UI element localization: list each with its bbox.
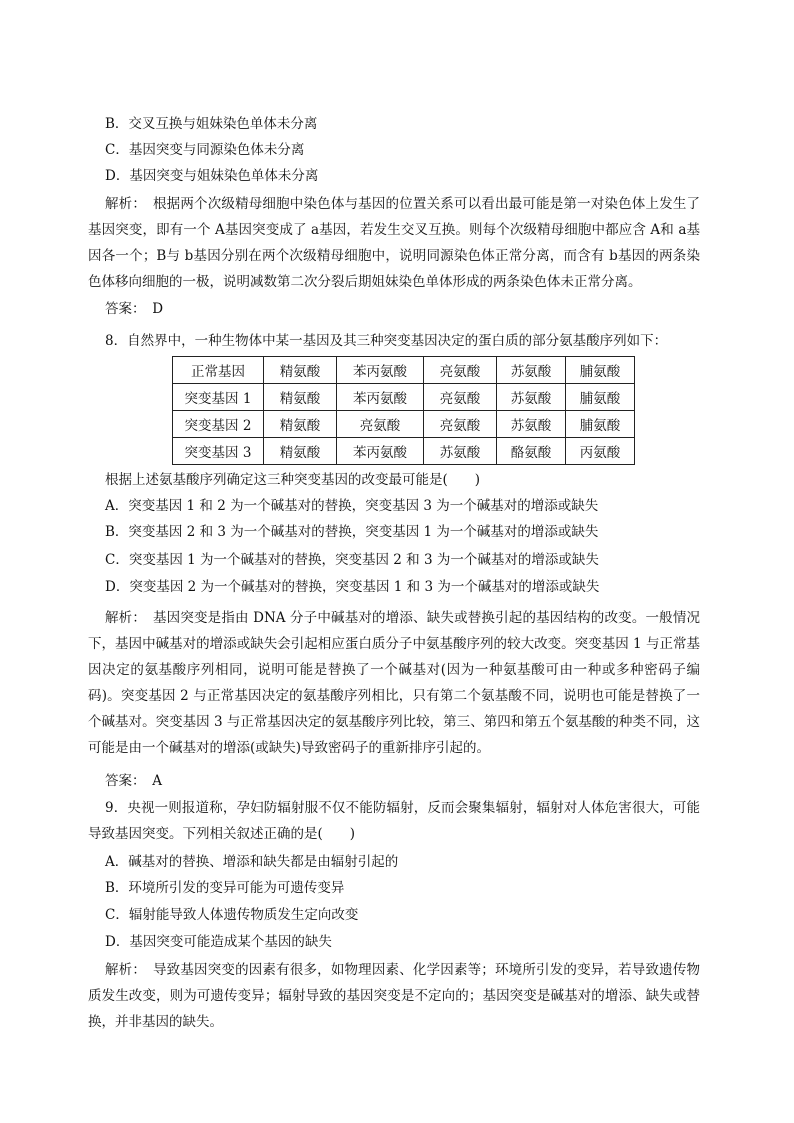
amino-acid-cell: 苏氨酸: [497, 357, 566, 384]
q9-option-b: B．环境所引发的变异可能为可遗传变异: [105, 880, 345, 896]
table-row: [173, 411, 635, 438]
q9-option-c: C．辐射能导致人体遗传物质发生定向改变: [105, 907, 359, 923]
q7-answer-value: D: [152, 301, 164, 317]
q8-question: 根据上述氨基酸序列确定这三种突变基因的改变最可能是( ): [105, 472, 481, 488]
q7-answer: [105, 300, 163, 318]
q8-analysis-text: 基因突变是指由 DNA 分子中碱基对的增添、缺失或替换引起的基因结构的改变。一般情况下，基因中碱基对的增添或缺失会引起相应蛋白质分子中氨基酸序列的较大改变。突变基因 1 与正常基因决定的氨基酸序列相同，说明可能是替换了一个碱基对(因为一种氨基酸可由一种或多种密码子编码)。突变基因 2 与正常基因决定的氨基酸序列相比，只有第二个氨基酸不同，说明也可能是替换了一个碱基对。突变基因 3 与正常基因决定的氨基酸序列比较，第三、第四和第五个氨基酸的种类不同，这可能是由一个碱基对的增添(或缺失)导致密码子的重新排序引起的。: [88, 610, 701, 756]
amino-acid-cell: 苯丙氨酸: [337, 438, 424, 465]
amino-acid-cell: 苯丙氨酸: [337, 384, 424, 411]
q9-stem: 9．央视一则报道称，孕妇防辐射服不仅不能防辐射，反而会聚集辐射，辐射对人体危害很大，可能导致基因突变。下列相关叙述正确的是( ): [88, 800, 700, 842]
q8-analysis: [88, 605, 700, 761]
q8-option-a: A．突变基因 1 和 2 为一个碱基对的替换，突变基因 3 为一个碱基对的增添或缺失: [105, 498, 599, 514]
amino-acid-cell: 脯氨酸: [566, 411, 635, 438]
gene-name-cell: 突变基因 3: [173, 438, 264, 465]
q8-analysis-label: 解析：: [105, 610, 140, 626]
amino-acid-cell: 亮氨酸: [424, 357, 497, 384]
q7-analysis-text: 根据两个次级精母细胞中染色体与基因的位置关系可以看出最可能是第一对染色体上发生了基因突变，即有一个 A基因突变成了 a基因，若发生交叉互换。则每个次级精母细胞中都应含 A和 a基因各一个；B与 b基因分别在两个次级精母细胞中，说明同源染色体正常分离，而含有 b基因的两条染色体移向细胞的一极，说明减数第二次分裂后期姐妹染色单体形成的两条染色体未正常分离。: [88, 196, 701, 290]
q8-stem: 8．自然界中，一种生物体中某一基因及其三种突变基因决定的蛋白质的部分氨基酸序列如下：: [105, 333, 668, 349]
q9-analysis-text: 导致基因突变的因素有很多，如物理因素、化学因素等；环境所引发的变异，若导致遗传物质发生改变，则为可遗传变异；辐射导致的基因突变是不定向的；基因突变是碱基对的增添、缺失或替换，并非基因的缺失。: [88, 962, 701, 1030]
q8-answer-label: 答案：: [105, 773, 139, 789]
amino-acid-cell: 苏氨酸: [497, 411, 566, 438]
q7-analysis: [88, 191, 700, 295]
q9-option-d: D．基因突变可能造成某个基因的缺失: [105, 934, 332, 950]
table-row: [173, 357, 635, 384]
amino-acid-cell: 亮氨酸: [424, 411, 497, 438]
amino-acid-cell: 酪氨酸: [497, 438, 566, 465]
amino-acid-table: [172, 356, 635, 465]
q7-analysis-label: 解析：: [105, 196, 140, 212]
amino-acid-cell: 精氨酸: [264, 384, 337, 411]
q7-option-d: D．基因突变与姐妹染色单体未分离: [105, 168, 319, 184]
gene-name-cell: 突变基因 1: [173, 384, 264, 411]
q8-option-b: B．突变基因 2 和 3 为一个碱基对的替换，突变基因 1 为一个碱基对的增添或缺失: [105, 524, 599, 540]
table-row: [173, 438, 635, 465]
q9-analysis-label: 解析：: [105, 962, 140, 978]
q9-option-a: A．碱基对的替换、增添和缺失都是由辐射引起的: [105, 854, 399, 870]
amino-acid-cell: 精氨酸: [264, 357, 337, 384]
q7-answer-label: 答案：: [105, 301, 139, 317]
amino-acid-cell: 亮氨酸: [424, 384, 497, 411]
q7-option-c: C．基因突变与同源染色体未分离: [105, 142, 305, 158]
amino-acid-cell: 丙氨酸: [566, 438, 635, 465]
table-row: [173, 384, 635, 411]
q9-analysis: [88, 957, 700, 1035]
q8-option-c: C．突变基因 1 为一个碱基对的替换，突变基因 2 和 3 为一个碱基对的增添或缺失: [105, 552, 599, 568]
q8-answer-value: A: [152, 773, 162, 789]
amino-acid-cell: 精氨酸: [264, 438, 337, 465]
gene-name-cell: 突变基因 2: [173, 411, 264, 438]
gene-name-cell: 正常基因: [173, 357, 264, 384]
amino-acid-cell: 脯氨酸: [566, 384, 635, 411]
amino-acid-cell: 精氨酸: [264, 411, 337, 438]
amino-acid-cell: 脯氨酸: [566, 357, 635, 384]
amino-acid-cell: 亮氨酸: [337, 411, 424, 438]
amino-acid-cell: 苯丙氨酸: [337, 357, 424, 384]
q8-option-d: D．突变基因 2 为一个碱基对的替换，突变基因 1 和 3 为一个碱基对的增添或缺失: [105, 579, 600, 595]
amino-acid-cell: 苏氨酸: [424, 438, 497, 465]
q8-answer: [105, 772, 162, 790]
q7-option-b: B．交叉互换与姐妹染色单体未分离: [105, 116, 318, 132]
amino-acid-cell: 苏氨酸: [497, 384, 566, 411]
